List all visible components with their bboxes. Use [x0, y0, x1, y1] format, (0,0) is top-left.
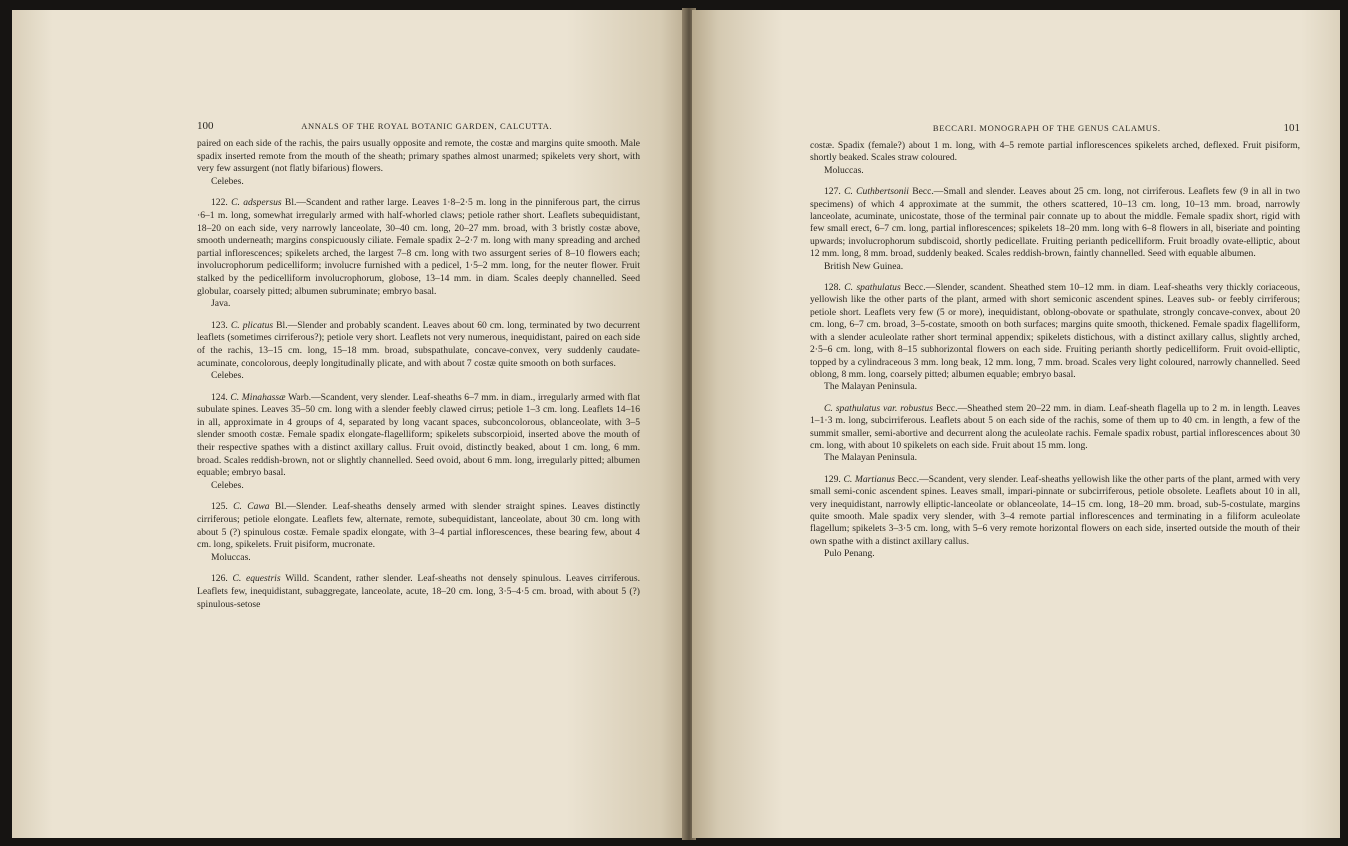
running-head: BECCARI. MONOGRAPH OF THE GENUS CALAMUS. [932, 123, 1161, 133]
species-description: Bl.—Slender and probably scandent. Leaves about 60 cm. long, terminated by two decurrent leaflets (sometimes cirriferous?); petiole very short. Leaflets not very numerous, inequidistant, paired on each side of the rachis, 13–15 cm. long, 15–18 mm. broad, subspathulate, concave-convex, very suddenly caudate-acuminate, concolorous, deeply longitudinally plicate, and with about 7 costæ quite smooth on both surfaces. [197, 319, 641, 369]
locality: The Malayan Peninsula. [824, 452, 917, 464]
locality: British New Guinea. [824, 260, 904, 272]
species-entry [810, 282, 1300, 381]
left-page-header [197, 120, 640, 132]
species-entry [810, 474, 1300, 548]
locality: Java. [211, 298, 231, 310]
species-description: Becc.—Sheathed stem 20–22 mm. in diam. Leaf-sheath flagella up to 2 m. in length. Leaves 1–1·3 m. long, subcirriferous. Leaflets about 5 on each side of the rachis, some of them up to 40 cm. in length, a few of the summit smaller, semi-abortive and decurrent along the aculeolate rachis. Female spadix robust, partial inflorescences about 30 cm. long, with about 10 spikelets on each side. Fruit about 15 mm. long. [810, 402, 1300, 451]
species-description: Warb.—Scandent, very slender. Leaf-sheaths 6–7 mm. in diam., irregularly armed with flat subulate spines. Leaves 35–50 cm. long with a slender feebly clawed cirrus; petiole 1–3 cm. long. Leaflets 14–16 in all, approximate in 4 groups of 4, separated by long vacant spaces, subconcolorous, oblanceolate, with 3–5 slender smooth costæ. Female spadix elongate-flagelliform; spikelets subscorpioid, inserted above the mouth of their respective spathes with a distinct axillary callus. Fruit ovoid, distinctly beaked, about 1 cm. long, 6 mm. broad. Scales reddish-brown, not or slightly channelled. Seed ovoid, about 6 mm. long, irregularly pitted; albumen equable; embryo basal. [197, 391, 641, 479]
species-name: C. spathulatus var. robustus [824, 402, 936, 414]
species-name: C. spathulatus [844, 282, 905, 294]
entry-number: 124. [211, 391, 231, 403]
species-name: C. Minahassæ [230, 391, 289, 403]
species-entry [197, 320, 640, 370]
species-entry [197, 197, 640, 298]
species-description: Becc.—Small and slender. Leaves about 25 cm. long, not cirriferous. Leaflets few (9 in all in two specimens) of which 4 approximate at the summit, the others scattered, 10–13 cm. long, 10–13 mm. broad, narrowly lanceolate, acuminate, unicostate, those of the terminal pair connate up to about the middle. Female spadix short, rigid with few small erect, 6–7 cm. long, partial inflorescences; spikelets 18–20 mm. long with 6–8 flowers in all, biseriate and pointing upwards; involucrophorum subdiscoid, shortly pedicellate. Fruiting perianth pedicelliform. Fruit broadly ovate-elliptic, about 12 mm. long, 8 mm. broad, suddenly beaked. Scales reddish-brown, faintly channelled. Seed with equable albumen. [810, 186, 1301, 260]
locality: The Malayan Peninsula. [824, 381, 917, 393]
entry-number: 127. [824, 186, 845, 198]
right-page-header [810, 122, 1300, 134]
species-entry [810, 403, 1300, 453]
species-name: C. adspersus [231, 197, 285, 209]
species-description: Willd. Scandent, rather slender. Leaf-sheaths not densely spinulous. Leaves cirriferous. Leaflets few, inequidistant, subaggregate, lanceolate, acute, 18–20 cm. long, 3·5–4·5 cm. broad, with about 5 (?) spinulous-setose [197, 573, 640, 610]
entry-number: 126. [211, 573, 233, 585]
running-head: ANNALS OF THE ROYAL BOTANIC GARDEN, CALCUTTA. [301, 121, 553, 131]
right-page [692, 10, 1340, 838]
page-number: 100 [197, 120, 214, 132]
page-number: 101 [1283, 122, 1300, 134]
entry-number: 125. [211, 501, 234, 513]
locality: Celebes. [211, 175, 244, 187]
intro-paragraph: costæ. Spadix (female?) about 1 m. long, with 4–5 remote partial inflorescences spikelets arched, deflexed. Fruit pisiform, shortly beaked. Scales straw coloured. [810, 140, 1300, 164]
entry-number: 128. [824, 282, 845, 294]
left-page [12, 10, 688, 838]
species-entry [197, 573, 640, 611]
species-name: C. equestris [232, 573, 286, 585]
species-description: Bl.—Slender. Leaf-sheaths densely armed with slender straight spines. Leaves distinctly cirriferous; petiole elongate. Leaflets few, alternate, remote, subequidistant, lanceolate, about 30 cm. long with about 5 (?) spinulous costæ. Female spadix elongate, with 3–4 partial inflorescences, these bearing few, about 4 cm. long, spikelets. Fruit pisiform, mucronate. [197, 501, 640, 551]
species-name: C. Martianus [843, 473, 898, 485]
species-entry [810, 186, 1300, 260]
entry-number: 129. [824, 473, 844, 485]
species-name: C. Cuthbertsonii [844, 186, 913, 198]
species-description: Becc.—Slender, scandent. Sheathed stem 10–12 mm. in diam. Leaf-sheaths very thickly coriaceous, yellowish like the other parts of the plant, armed with short semiconic ascendent spines. Leaves sub- or feebly cirriferous; petiole short. Leaflets very few (5 or more), inequidistant, oblong-obovate or spathulate, strongly concave-convex, about 20 cm. long, 6–7 cm. broad, 3–5-costate, smooth on both surfaces; margins quite smooth, thickened. Female spadix flagelliform, with a slender aculeolate rather short terminal appendix; spikelets distichous, with a distinct axillary callus, slightly arched, 2·5–6 cm. long, with 8–15 subhorizontal flowers on each side. Fruiting perianth shortly pedicelliform. Fruit ovoid-elliptic, topped by a cylindraceous 3 mm. long beak, 12 mm. long, 7 mm. broad. Scales very light coloured, narrowly channelled. Seed oblong, 8 mm. long, coarsely pitted; albumen equable; embryo basal. [810, 282, 1301, 380]
species-description: Bl.—Scandent and rather large. Leaves 1·8–2·5 m. long in the pinniferous part, the cirrus ·6–1 m. long, somewhat irregularly armed with half-whorled claws; petiole rather short. Leaflets subequidistant, 18–20 on each side, very narrowly lanceolate, 30–40 cm. long, 20–27 mm. broad, with 3 bristly costæ above, smooth underneath; margins conspicuously ciliate. Female spadix 2–2·7 m. long with many spreading and arched partial inflorescences; spikelets arched, the largest 7–8 cm. long with two assurgent series of 8–10 flowers each; involucrophorum pedicelliform; involucre furnished with a pedicel, 1·5–2 mm. long, for the neuter flower. Fruit stalked by the pedicelliform involucrophorum, globose, 13–14 mm. in diam. Scales deeply channelled. Seed globular, coarsely pitted; albumen subruminate; embryo basal. [197, 197, 641, 297]
entry-number: 123. [211, 319, 231, 331]
locality: Celebes. [211, 479, 244, 491]
species-entry [197, 501, 640, 551]
locality: Moluccas. [211, 551, 251, 563]
species-description: Becc.—Scandent, very slender. Leaf-sheaths yellowish like the other parts of the plant, armed with very small semi-conic ascendent spines. Leaves small, impari-pinnate or subcirriferous, petiole obsolete. Leaflets about 10 in all, very inequidistant, narrowly elliptic-lanceolate or oblanceolate, 14–15 cm. long, 18–20 mm. broad, sub-5-costulate, margins quite smooth. Male spadix very slender, with 3–4 remote partial inflorescences and terminating in a filiform aculeolate flagellum; spikelets 3–3·5 cm. long, with 5–6 very remote horizontal flowers on each side, inserted outside the mouth of their own spathe with a distinct axillary callus. [810, 473, 1300, 547]
locality: Pulo Penang. [824, 548, 875, 560]
species-name: C. Cawa [233, 501, 275, 513]
species-entry [197, 392, 640, 480]
locality: Moluccas. [824, 164, 864, 176]
species-name: C. plicatus [230, 319, 277, 331]
intro-paragraph: paired on each side of the rachis, the pairs usually opposite and remote, the costæ and margins quite smooth. Male spadix inserted remote from the mouth of the sheath; primary spathes almost unarmed; spikelets very short, with very few assurgent (not flatly bifarious) flowers. [197, 138, 640, 175]
entry-number: 122. [211, 197, 232, 209]
locality: Celebes. [211, 370, 244, 382]
